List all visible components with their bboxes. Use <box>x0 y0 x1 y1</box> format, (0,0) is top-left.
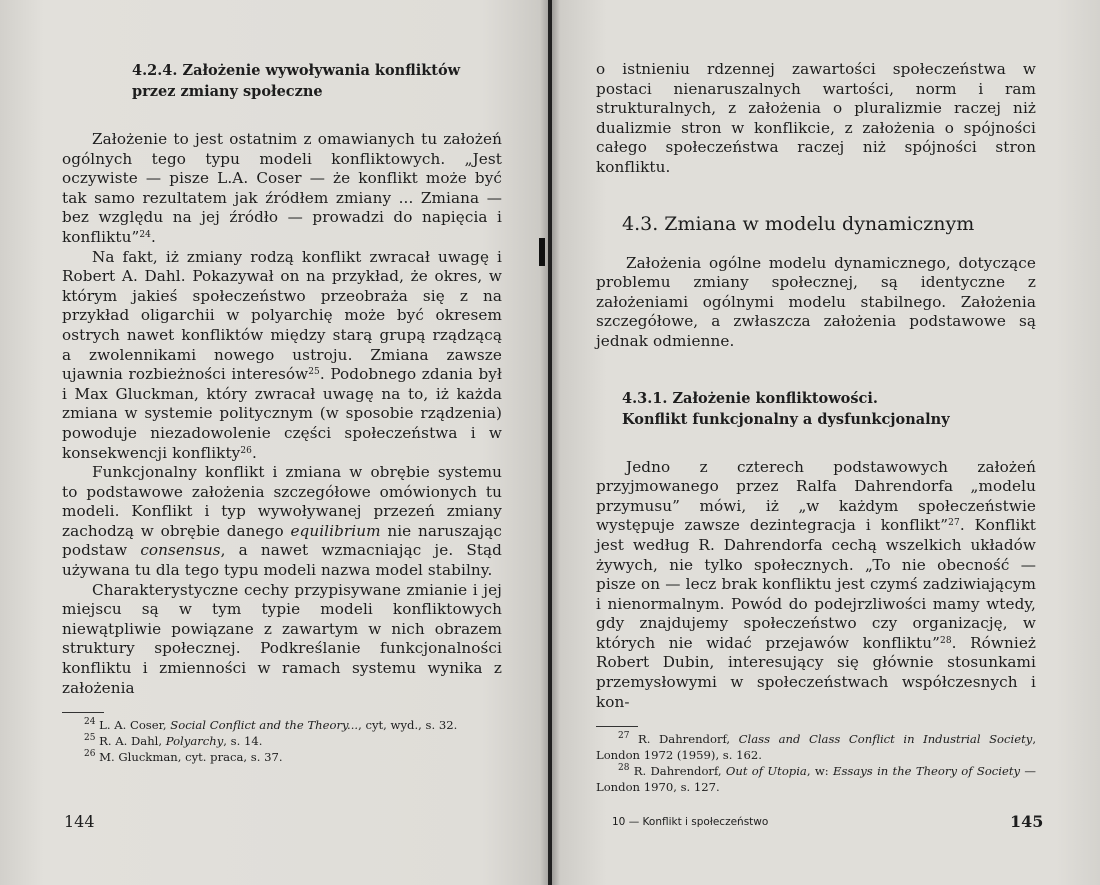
footnote-ref: 28 <box>940 635 952 646</box>
paragraph <box>62 130 502 248</box>
footnote-title: Out of Utopia <box>725 764 807 779</box>
section-heading <box>132 60 502 102</box>
footnote-text: L. A. Coser, <box>95 718 171 733</box>
paragraph-text: Charakterystyczne cechy przypisywane zmianie i jej miejscu są w tym typie modeli konfliktowych niewątpliwie powiązane z zawartym w nich obrazem struktury społecznej. Podkreślanie funkcjonalności konfliktu i zmienności w ramach systemu wynika z założenia <box>62 580 502 697</box>
section-title-line1: Założenie wywoływania konfliktów <box>182 62 461 79</box>
paragraph-text: Założenie to jest ostatnim z omawianych tu założeń ogólnych tego typu modeli konfliktowych. „Jest oczywiste — pisze L.A. Coser — że konflikt może być tak samo rezultatem jak źródłem zmiany ... Zmiana — bez względu na jej źródło — prowadzi do napięcia i konfliktu” <box>62 130 502 246</box>
printer-signature: 10 — Konflikt i społeczeństwo <box>612 816 769 828</box>
right-page-content <box>596 60 1036 795</box>
footnote-ref: 27 <box>948 518 960 529</box>
footnote-number: 24 <box>84 717 96 728</box>
footnote-ref: 25 <box>308 367 320 378</box>
section-heading: 4.3. Zmiana w modelu dynamicznym <box>622 212 975 235</box>
book-gutter <box>540 0 560 885</box>
footnote <box>596 731 1036 763</box>
paragraph <box>596 60 1036 178</box>
paragraph-text: Założenia ogólne modelu dynamicznego, dotyczące problemu zmiany społecznej, są identyczne z założeniami ogólnymi modelu stabilnego. Założenia szczegółowe, a zwłaszcza założenia podstawowe są jednak odmienne. <box>596 253 1036 350</box>
footnote-text: , London 1972 (1959), s. 162. <box>596 732 1036 763</box>
paragraph <box>62 248 502 464</box>
section-title-line2: przez zmiany społeczne <box>132 83 323 100</box>
subsection-heading <box>622 388 1036 430</box>
subsection-title-line1: 4.3.1. Założenie konfliktowości. <box>622 389 878 407</box>
footnote-number: 27 <box>618 731 630 742</box>
left-page-content <box>62 60 502 765</box>
italic-term: consensus <box>140 541 221 560</box>
footnote-number: 28 <box>618 763 630 774</box>
paragraph <box>62 581 502 699</box>
left-page <box>0 0 548 885</box>
right-page <box>552 0 1100 885</box>
footnote <box>62 717 502 733</box>
footnote <box>62 749 502 765</box>
paragraph-text: Jedno z czterech podstawowych założeń przyjmowanego przez Ralfa Dahrendorfa „modelu przymusu” mówi, iż „w każdym społeczeństwie występuje zawsze dezintegracja i konflikt” <box>596 457 1036 535</box>
footnote-ref: 24 <box>139 229 151 240</box>
page-number: 144 <box>64 812 95 831</box>
paragraph-text: , a nawet wzmacniając je. Stąd używana tu dla tego typu modeli nazwa model stabilny. <box>62 541 503 580</box>
binding-mark <box>539 238 545 266</box>
footnote-title: Polyarchy <box>165 734 224 749</box>
footnote-text: , w: <box>806 764 833 779</box>
footnote-title: Essays in the Theory of Society <box>832 764 1021 779</box>
paragraph-text: . <box>150 227 156 246</box>
page-number: 145 <box>1010 812 1044 831</box>
paragraph <box>596 254 1036 352</box>
paragraph-text: . Podobnego zdania był i Max Gluckman, który zwracał uwagę na to, iż każda zmiana w systemie politycznym (w sposobie rządzenia) powoduje niezadowolenie części społeczeństwa i w konsekwencji konflikty <box>62 365 502 462</box>
italic-term: equilibrium <box>290 521 381 540</box>
footnote <box>596 763 1036 795</box>
footnote <box>62 733 502 749</box>
footnote-text: R. Dahrendorf, <box>629 764 726 779</box>
footnote-ref: 26 <box>240 445 252 456</box>
paragraph-text: nie naruszając podstaw <box>62 521 502 560</box>
footnote-number: 25 <box>84 733 96 744</box>
footnote-text: R. A. Dahl, <box>95 734 166 749</box>
paragraph <box>596 458 1036 713</box>
footnote-text: R. Dahrendorf, <box>629 732 739 747</box>
paragraph <box>62 463 502 581</box>
section-number: 4.2.4. <box>132 62 178 79</box>
footnote-number: 26 <box>84 749 96 760</box>
footnote-text: M. Gluckman, cyt. praca, s. 37. <box>95 750 283 765</box>
paragraph-text: . <box>252 443 257 462</box>
paragraph-text: . Konflikt jest według R. Dahrendorfa cechą wszelkich układów żywych, nie tylko społecznych. „To nie obecność — pisze on — lecz brak konfliktu jest czymś zadziwiającym i nienormalnym. Powód do podejrzliwości mamy wtedy, gdy znajdujemy społeczeństwo czy organizację, w których nie widać przejawów konfliktu” <box>596 516 1036 652</box>
subsection-title-line2: Konflikt funkcjonalny a dysfunkcjonalny <box>622 410 950 428</box>
footnote-text: — London 1970, s. 127. <box>596 764 1036 795</box>
paragraph-text: Funkcjonalny konflikt i zmiana w obrębie systemu to podstawowe założenia szczegółowe omówionych tu modeli. Konflikt i typ wywoływanej przezeń zmiany zachodzą w obrębie danego <box>62 463 502 540</box>
footnote-text: , s. 14. <box>223 734 263 749</box>
footnote-title: Class and Class Conflict in Industrial Society <box>738 732 1033 747</box>
paragraph-text: . Również Robert Dubin, interesujący się głównie stosunkami przemysłowymi w społeczeństwach współczesnych i kon- <box>596 633 1037 711</box>
paragraph-text: Na fakt, iż zmiany rodzą konflikt zwracał uwagę i Robert A. Dahl. Pokazywał on na przykład, że okres, w którym jakieś społeczeństwo przeobraża się z na przykład oligarchii w polyarchię może być okresem ostrych nawet konfliktów między starą grupą rządzącą a zwolennikami nowego ustroju. Zmiana zawsze ujawnia rozbieżności interesów <box>62 247 502 384</box>
paragraph-text: o istnieniu rdzennej zawartości społeczeństwa w postaci nienaruszalnych wartości, norm i ram strukturalnych, z założenia o pluralizmie raczej niż dualizmie stron w konflikcie, z założenia o spójności całego społeczeństwa raczej niż spójności stron konfliktu. <box>596 60 1036 176</box>
footnote-text: , cyt, wyd., s. 32. <box>358 718 458 733</box>
footnote-title: Social Conflict and the Theory... <box>170 718 359 733</box>
